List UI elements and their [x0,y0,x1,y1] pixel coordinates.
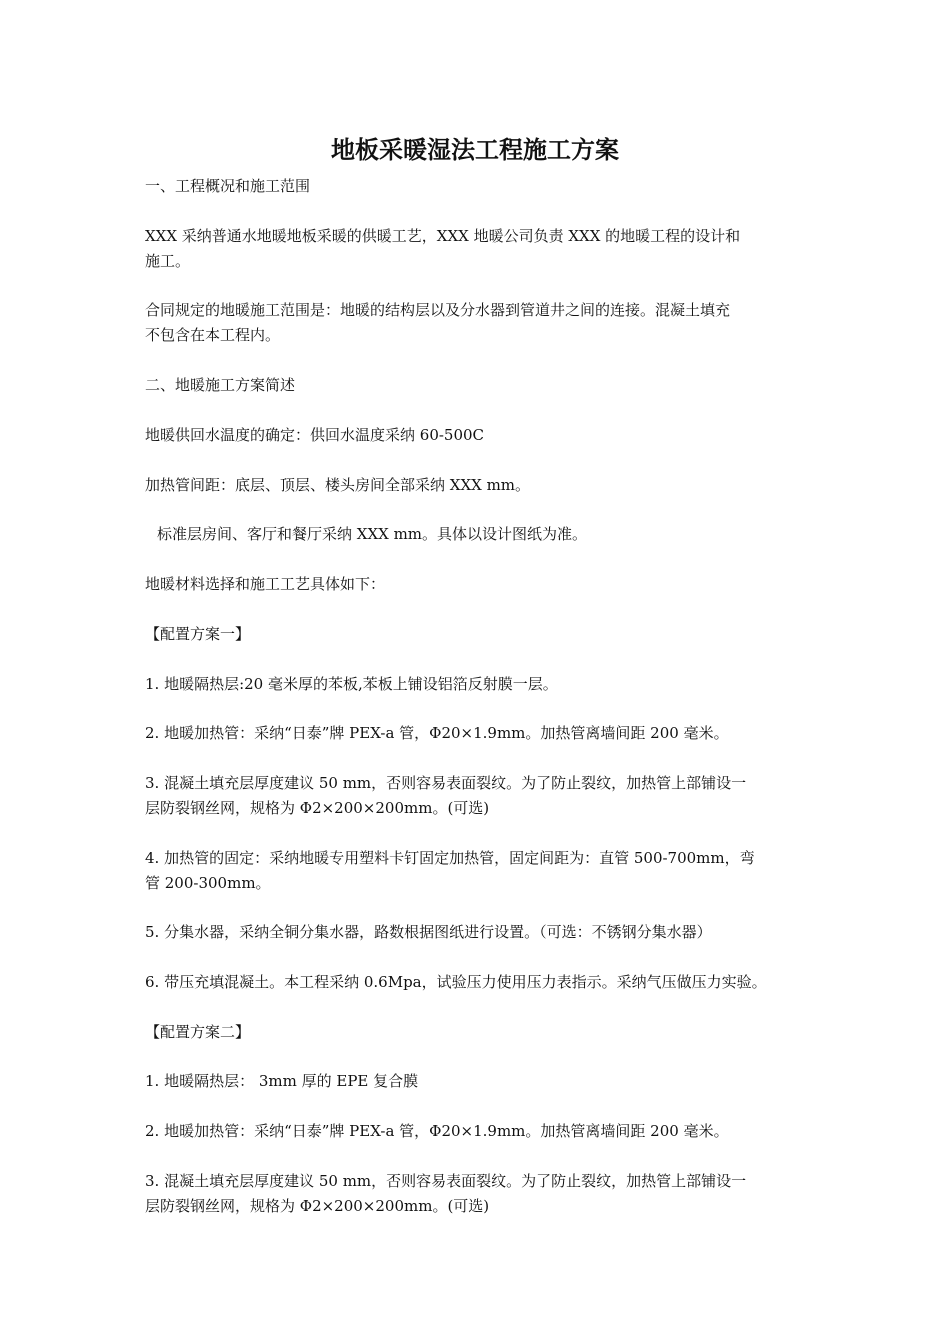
list-item-4 [145,846,810,896]
text-line: 3. 混凝土填充层厚度建议 50 mm，否则容易表面裂纹。为了防止裂纹，加热管上部铺设一 [145,774,747,792]
text-line: 施工。 [145,252,191,270]
text-line: 层防裂钢丝网，规格为 Φ2×200×200mm。(可选) [145,1197,490,1215]
list-item-1 [145,1069,810,1094]
list-item-2 [145,1119,810,1144]
text-line: 3. 混凝土填充层厚度建议 50 mm，否则容易表面裂纹。为了防止裂纹，加热管上部铺设一 [145,1172,747,1190]
paragraph-standard-rooms [157,522,822,547]
text-line: 2. 地暖加热管：采纳“日泰”牌 PEX-a 管，Φ20×1.9mm。加热管离墙间距 200 毫米。 [145,1122,729,1140]
paragraph-materials-intro [145,572,810,597]
text-line: 一、工程概况和施工范围 [145,177,311,195]
text-line: 标准层房间、客厅和餐厅采纳 XXX mm。具体以设计图纸为准。 [157,525,588,543]
text-line: 加热管间距：底层、顶层、楼头房间全部采纳 XXX mm。 [145,476,531,494]
text-line: 地暖供回水温度的确定：供回水温度采纳 60-500C [145,426,485,444]
list-item-5 [145,920,810,945]
paragraph-water-temperature [145,423,810,448]
document-title: 地板采暖湿法工程施工方案 [331,135,619,164]
text-line: 不包含在本工程内。 [145,326,281,344]
list-item-3 [145,1169,810,1219]
list-item-6 [145,970,810,995]
text-line: 4. 加热管的固定：采纳地暖专用塑料卡钉固定加热管，固定间距为：直管 500-700mm，弯 [145,849,755,867]
text-line: XXX 采纳普通水地暖地板采暖的供暖工艺，XXX 地暖公司负责 XXX 的地暖工程的设计和 [145,227,741,245]
section-heading-2 [145,373,810,398]
paragraph-pipe-spacing [145,473,810,498]
list-item-1 [145,672,810,697]
paragraph-scope [145,298,810,348]
text-line: 管 200-300mm。 [145,874,271,892]
text-line: 5. 分集水器，采纳全铜分集水器，路数根据图纸进行设置。（可选：不锈钢分集水器） [145,923,712,941]
list-item-3 [145,771,810,821]
text-line: 地暖材料选择和施工工艺具体如下： [145,575,386,593]
text-line: 1. 地暖隔热层： 3mm 厚的 EPE 复合膜 [145,1072,419,1090]
text-line: 合同规定的地暖施工范围是：地暖的结构层以及分水器到管道井之间的连接。混凝土填充 [145,301,731,319]
section-heading-1 [145,174,810,199]
text-line: 【配置方案一】 [145,625,251,643]
text-line: 2. 地暖加热管：采纳“日泰”牌 PEX-a 管，Φ20×1.9mm。加热管离墙间距 200 毫米。 [145,724,729,742]
text-line: 层防裂钢丝网，规格为 Φ2×200×200mm。(可选) [145,799,490,817]
text-line: 6. 带压充填混凝土。本工程采纳 0.6Mpa，试验压力使用压力表指示。采纳气压做压力实验。 [145,973,767,991]
config-heading-2 [145,1020,810,1045]
text-line: 二、地暖施工方案简述 [145,376,296,394]
text-line: 【配置方案二】 [145,1023,251,1041]
paragraph-overview [145,224,810,274]
config-heading-1 [145,622,810,647]
text-line: 1. 地暖隔热层:20 毫米厚的苯板,苯板上铺设铝箔反射膜一层。 [145,675,558,693]
list-item-2 [145,721,810,746]
